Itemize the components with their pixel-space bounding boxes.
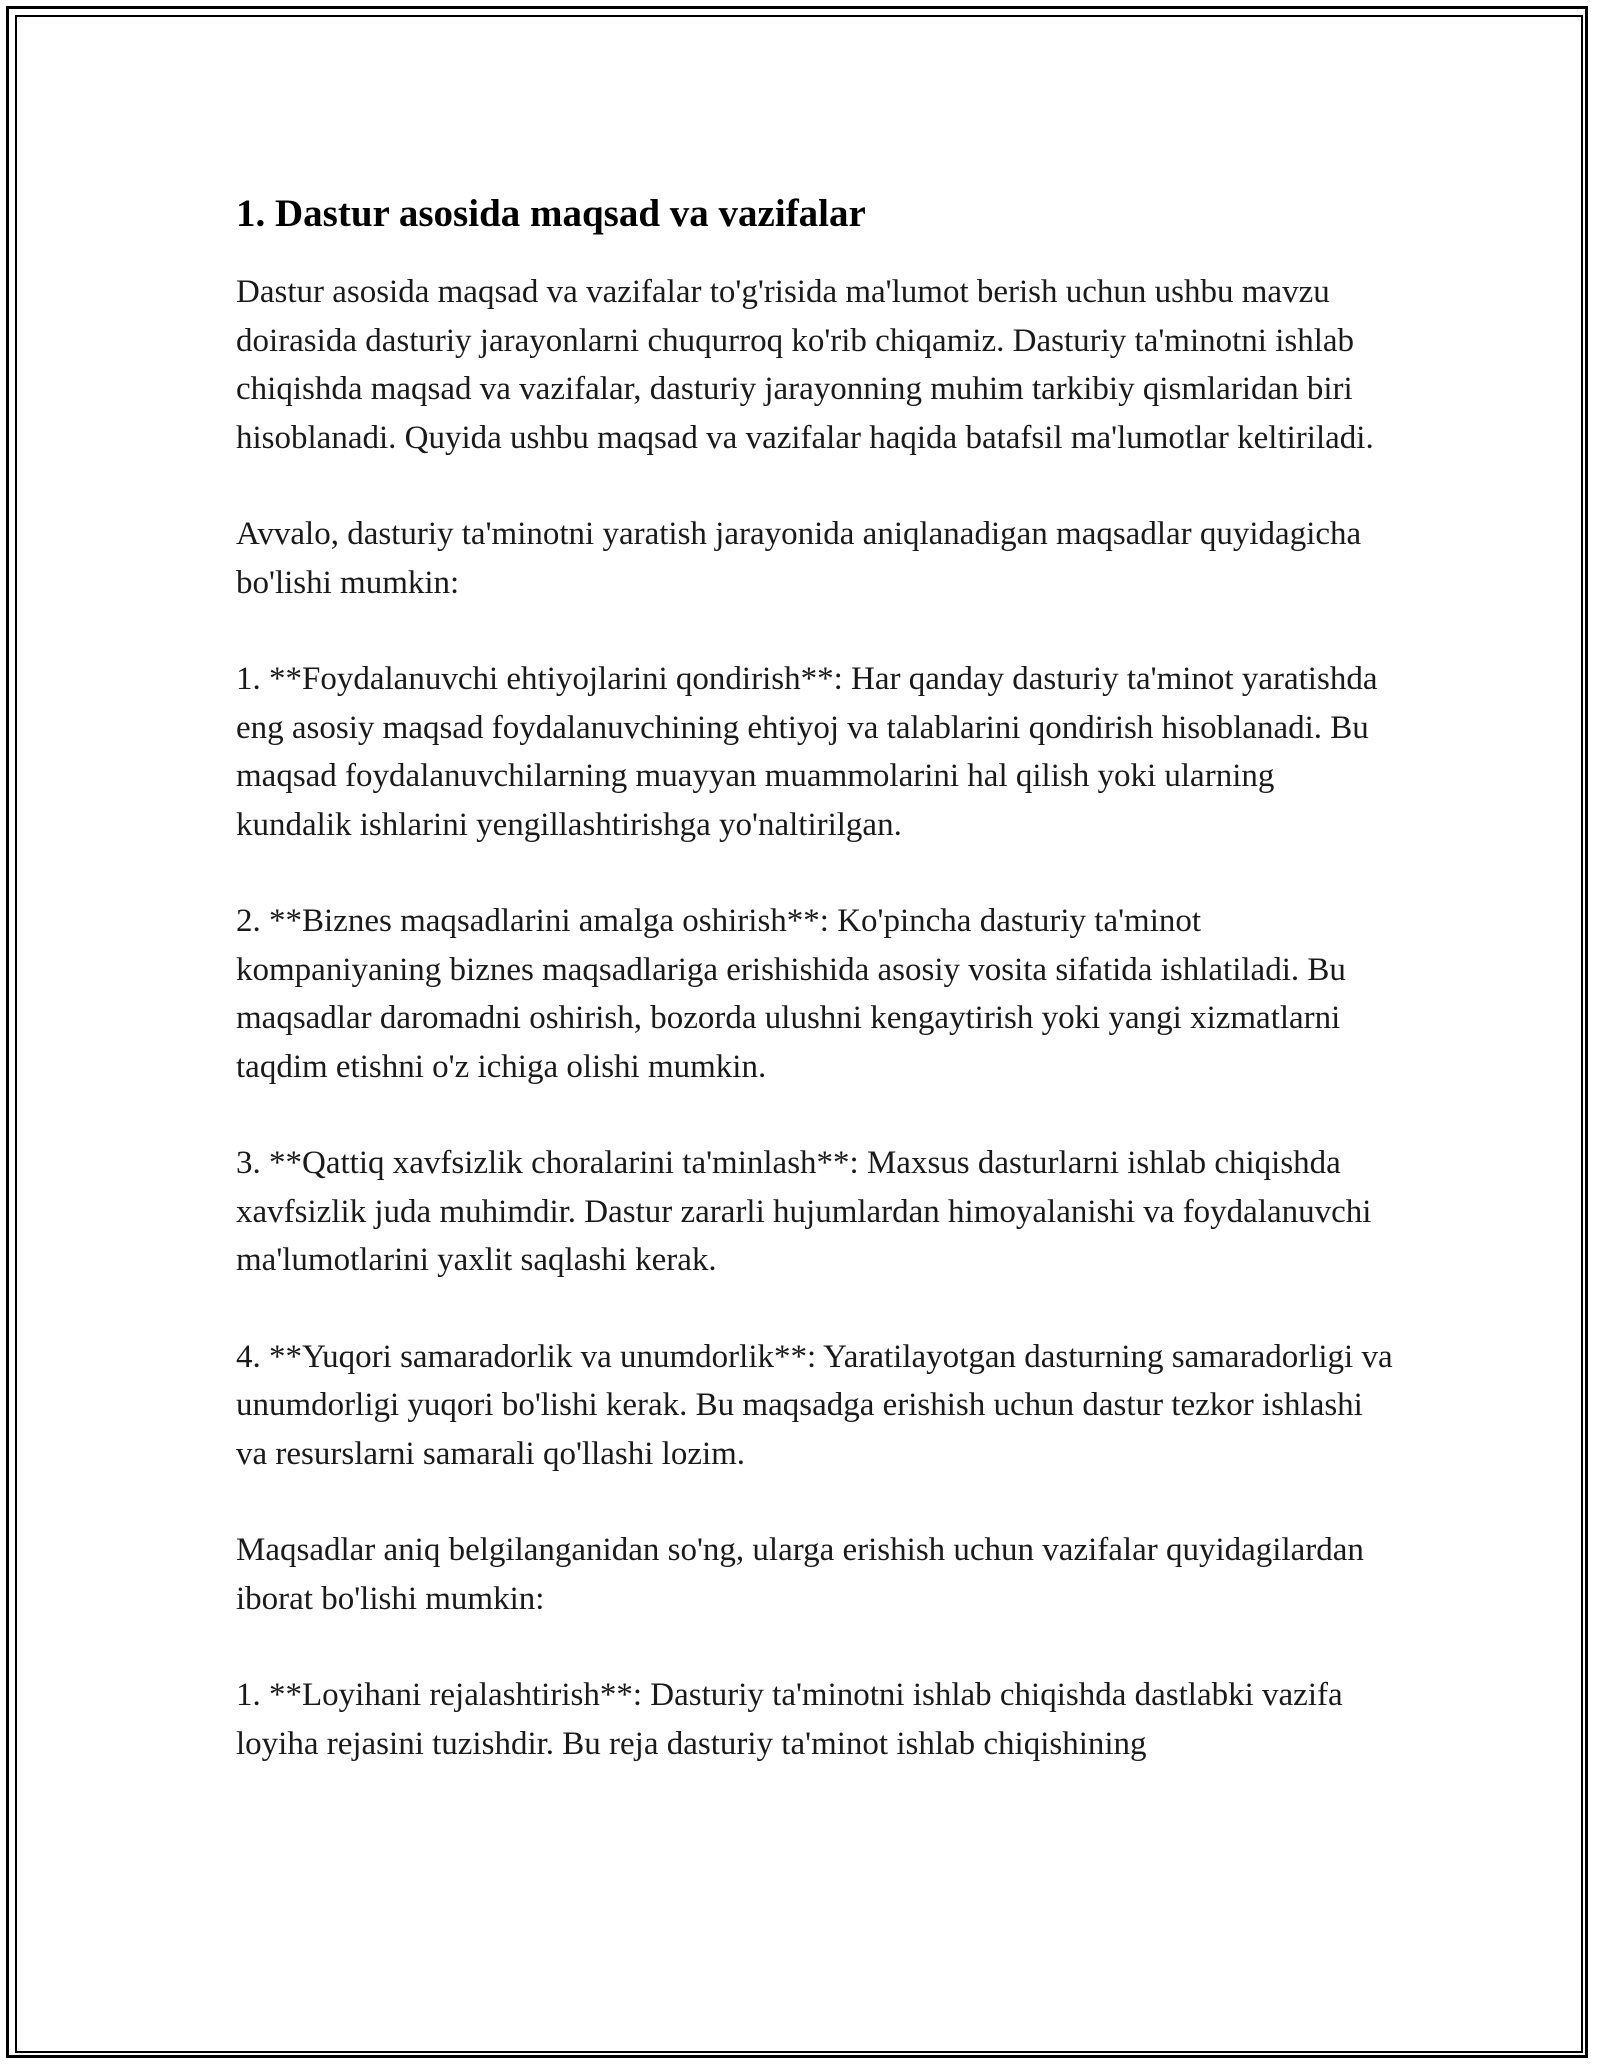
section-heading: 1. Dastur asosida maqsad va vazifalar [236, 192, 866, 235]
goal-item-1: 1. **Foydalanuvchi ehtiyojlarini qondirish**: Har qanday dasturiy ta'minot yaratishda eng asosiy maqsad foydalanuvchining ehtiyoj va talablarini qondirish hisoblanadi. Bu maqsad foydalanuvchilarning muayyan muammolarini hal qilish yoki ularning kundalik ishlarini yengillashtirishga yo'naltirilgan. [236, 661, 1378, 843]
intro-paragraph: Dastur asosida maqsad va vazifalar to'g'risida ma'lumot berish uchun ushbu mavzu doirasida dasturiy jarayonlarni chuqurroq ko'rib chiqamiz. Dasturiy ta'minotni ishlab chiqishda maqsad va vazifalar, dasturiy jarayonning muhim tarkibiy qismlaridan biri hisoblanadi. Quyida ushbu maqsad va vazifalar haqida batafsil ma'lumotlar keltiriladi. [236, 274, 1374, 456]
goal-item-3: 3. **Qattiq xavfsizlik choralarini ta'minlash**: Maxsus dasturlarni ishlab chiqishda xavfsizlik juda muhimdir. Dastur zararli hujumlardan himoyalanishi va foydalanuvchi ma'lumotlarini yaxlit saqlashi kerak. [236, 1145, 1372, 1278]
tasks-intro-paragraph: Maqsadlar aniq belgilanganidan so'ng, ularga erishish uchun vazifalar quyidagilardan iborat bo'lishi mumkin: [236, 1532, 1364, 1617]
goal-item-4: 4. **Yuqori samaradorlik va unumdorlik**: Yaratilayotgan dasturning samaradorligi va unumdorligi yuqori bo'lishi kerak. Bu maqsadga erishish uchun dastur tezkor ishlashi va resurslarni samarali qo'llashi lozim. [236, 1338, 1393, 1472]
goals-intro-paragraph: Avvalo, dasturiy ta'minotni yaratish jarayonida aniqlanadigan maqsadlar quyidagicha bo'lishi mumkin: [236, 516, 1362, 601]
goal-item-2: 2. **Biznes maqsadlarini amalga oshirish**: Ko'pincha dasturiy ta'minot kompaniyaning biznes maqsadlariga erishishida asosiy vosita sifatida ishlatiladi. Bu maqsadlar daromadni oshirish, bozorda ulushni kengaytirish yoki yangi xizmatlarni taqdim etishni o'z ichiga olishi mumkin. [236, 903, 1346, 1085]
document-body [236, 186, 1396, 1816]
task-item-1: 1. **Loyihani rejalashtirish**: Dasturiy ta'minotni ishlab chiqishda dastlabki vazifa loyiha rejasini tuzishdir. Bu reja dasturiy ta'minot ishlab chiqishining [236, 1677, 1343, 1762]
